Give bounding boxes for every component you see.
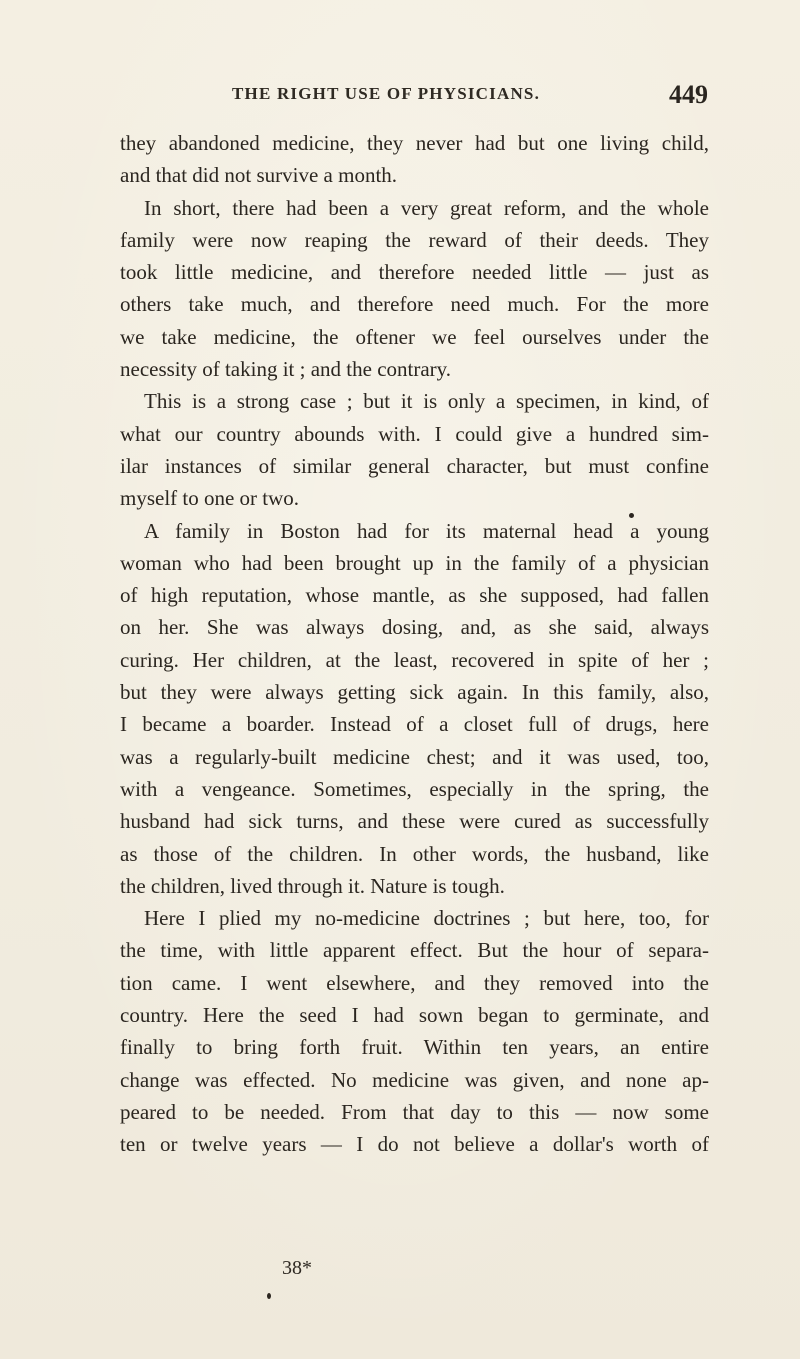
text-line: curing. Her children, at the least, recovered in spite of her ; [120,647,709,672]
text-line: was a regularly-built medicine chest; and it was used, too, [120,744,709,769]
page-number: 449 [669,80,708,109]
text-line: Here I plied my no-medicine doctrines ; but here, too, for [144,906,709,931]
text-line: on her. She was always dosing, and, as she said, always [120,615,709,640]
text-line: they abandoned medicine, they never had but one living child, [120,131,709,155]
ink-speck [267,1293,271,1299]
text-line: In short, there had been a very great reform, and the whole [144,195,709,220]
text-line: as those of the children. In other words, the husband, like [120,841,709,866]
text-line: peared to be needed. From that day to this — now some [120,1099,709,1124]
text-line: This is a strong case ; but it is only a specimen, in kind, of [144,389,709,414]
text-line: woman who had been brought up in the family of a physician [120,550,709,575]
text-line: tion came. I went elsewhere, and they removed into the [120,970,709,995]
text-line: finally to bring forth fruit. Within ten years, an entire [120,1035,709,1060]
text-line: the children, lived through it. Nature is tough. [120,873,505,898]
text-line: family were now reaping the reward of their deeds. They [120,227,709,252]
text-line: and that did not survive a month. [120,163,398,188]
text-line: of high reputation, whose mantle, as she supposed, had fallen [120,583,709,608]
text-line: I became a boarder. Instead of a closet full of drugs, here [120,712,709,737]
text-line: ten or twelve years — I do not believe a dollar's worth of [120,1132,709,1157]
text-line: we take medicine, the oftener we feel ourselves under the [120,324,709,349]
signature-mark: 38* [282,1257,312,1279]
running-title: THE RIGHT USE OF PHYSICIANS. [232,84,541,103]
text-line: A family in Boston had for its maternal head a young [144,518,709,543]
text-line: myself to one or two. [120,486,300,511]
text-line: but they were always getting sick again. In this family, also, [120,680,709,705]
text-line: the time, with little apparent effect. But the hour of separa- [120,938,709,963]
ink-speck [629,513,634,518]
body-text [120,127,709,1161]
text-line: with a vengeance. Sometimes, especially in the spring, the [120,776,709,801]
text-line: took little medicine, and therefore needed little — just as [120,260,709,285]
text-line: others take much, and therefore need much. For the more [120,292,709,317]
text-line: necessity of taking it ; and the contrary. [120,357,452,382]
running-head [0,80,800,114]
text-line: change was effected. No medicine was given, and none ap- [120,1067,709,1092]
text-line: husband had sick turns, and these were cured as successfully [120,809,709,834]
text-line: country. Here the seed I had sown began to germinate, and [120,1003,709,1028]
text-line: ilar instances of similar general character, but must confine [120,453,709,478]
text-line: what our country abounds with. I could give a hundred sim- [120,421,709,446]
